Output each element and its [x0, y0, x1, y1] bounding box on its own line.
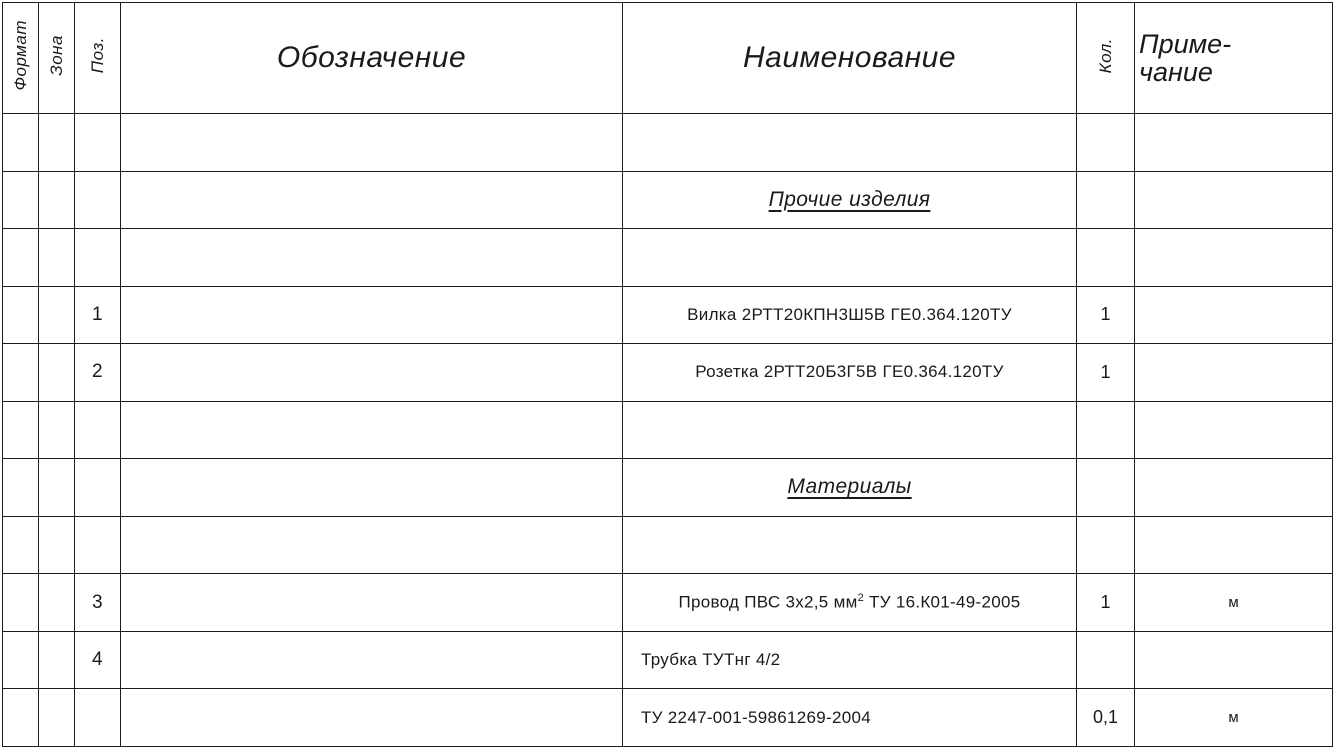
cell-name: Розетка 2РТТ20Б3Г5В ГЕ0.364.120ТУ — [623, 344, 1077, 402]
table-row — [3, 171, 1333, 229]
cell-name: ТУ 2247-001-59861269-2004 — [623, 689, 1077, 747]
cell-pos — [75, 459, 121, 517]
table-row — [3, 344, 1333, 402]
cell-note — [1135, 459, 1333, 517]
cell-zone — [39, 574, 75, 632]
cell-format — [3, 631, 39, 689]
cell-zone — [39, 344, 75, 402]
cell-name — [623, 459, 1077, 517]
header-designation-label: Обозначение — [276, 41, 467, 75]
cell-format — [3, 171, 39, 229]
cell-note — [1135, 516, 1333, 574]
cell-format — [3, 344, 39, 402]
cell-name-post: ТУ 16.К01-49-2005 — [863, 592, 1021, 612]
cell-qty — [1077, 401, 1135, 459]
cell-pos — [75, 114, 121, 172]
table-row — [3, 516, 1333, 574]
cell-pos: 1 — [75, 286, 121, 344]
cell-qty — [1077, 171, 1135, 229]
cell-zone — [39, 631, 75, 689]
cell-pos: 4 — [75, 631, 121, 689]
cell-qty: 1 — [1077, 344, 1135, 402]
cell-note — [1135, 229, 1333, 287]
cell-note — [1135, 286, 1333, 344]
cell-pos — [75, 516, 121, 574]
table-row — [3, 689, 1333, 747]
cell-qty — [1077, 459, 1135, 517]
cell-name — [623, 229, 1077, 287]
section-heading: Прочие изделия — [768, 187, 931, 211]
cell-name — [623, 114, 1077, 172]
cell-qty — [1077, 516, 1135, 574]
cell-zone — [39, 459, 75, 517]
specification-table — [2, 2, 1333, 747]
cell-designation — [121, 689, 623, 747]
header-note — [1135, 3, 1333, 114]
cell-name-superscript: 2 — [857, 592, 864, 605]
cell-name-pre: Провод ПВС 3х2,5 мм — [678, 592, 858, 612]
cell-designation — [121, 516, 623, 574]
cell-pos — [75, 229, 121, 287]
cell-pos — [75, 401, 121, 459]
table-header-row — [3, 3, 1333, 114]
cell-designation — [121, 574, 623, 632]
cell-zone — [39, 114, 75, 172]
cell-designation — [121, 286, 623, 344]
header-designation — [121, 3, 623, 114]
cell-pos: 2 — [75, 344, 121, 402]
table-row — [3, 574, 1333, 632]
header-qty — [1077, 3, 1135, 114]
cell-note: м — [1135, 689, 1333, 747]
cell-name — [623, 171, 1077, 229]
cell-note: м — [1135, 574, 1333, 632]
cell-zone — [39, 401, 75, 459]
cell-qty: 1 — [1077, 286, 1135, 344]
cell-name — [623, 574, 1077, 632]
header-qty-label: Кол. — [1096, 37, 1115, 74]
header-name — [623, 3, 1077, 114]
header-format-label: Формат — [11, 20, 30, 91]
cell-qty: 1 — [1077, 574, 1135, 632]
header-zone — [39, 3, 75, 114]
cell-format — [3, 401, 39, 459]
header-note-line1: Приме- — [1139, 28, 1232, 59]
cell-name: Трубка ТУТнг 4/2 — [623, 631, 1077, 689]
header-name-label: Наименование — [742, 41, 957, 75]
cell-qty — [1077, 229, 1135, 287]
cell-note — [1135, 344, 1333, 402]
cell-format — [3, 229, 39, 287]
cell-pos — [75, 171, 121, 229]
cell-zone — [39, 286, 75, 344]
header-pos-label: Поз. — [88, 37, 107, 74]
cell-designation — [121, 114, 623, 172]
section-heading: Материалы — [787, 475, 912, 499]
table-row — [3, 631, 1333, 689]
cell-qty — [1077, 114, 1135, 172]
cell-qty — [1077, 631, 1135, 689]
specification-sheet — [0, 2, 1334, 751]
cell-format — [3, 574, 39, 632]
cell-designation — [121, 631, 623, 689]
header-format — [3, 3, 39, 114]
cell-note — [1135, 631, 1333, 689]
cell-zone — [39, 516, 75, 574]
cell-format — [3, 459, 39, 517]
cell-pos: 3 — [75, 574, 121, 632]
cell-zone — [39, 171, 75, 229]
table-row — [3, 286, 1333, 344]
cell-designation — [121, 344, 623, 402]
table-row — [3, 401, 1333, 459]
cell-note — [1135, 114, 1333, 172]
table-row — [3, 114, 1333, 172]
cell-name: Вилка 2РТТ20КПН3Ш5В ГЕ0.364.120ТУ — [623, 286, 1077, 344]
cell-format — [3, 516, 39, 574]
cell-pos — [75, 689, 121, 747]
cell-designation — [121, 171, 623, 229]
cell-zone — [39, 229, 75, 287]
table-row — [3, 459, 1333, 517]
header-zone-label: Зона — [47, 35, 66, 76]
cell-zone — [39, 689, 75, 747]
cell-name — [623, 401, 1077, 459]
header-note-line2: чание — [1139, 57, 1213, 87]
cell-note — [1135, 401, 1333, 459]
cell-designation — [121, 229, 623, 287]
cell-name — [623, 516, 1077, 574]
cell-format — [3, 286, 39, 344]
cell-format — [3, 689, 39, 747]
table-body — [3, 114, 1333, 747]
table-row — [3, 229, 1333, 287]
header-pos — [75, 3, 121, 114]
cell-qty: 0,1 — [1077, 689, 1135, 747]
cell-note — [1135, 171, 1333, 229]
cell-designation — [121, 401, 623, 459]
cell-designation — [121, 459, 623, 517]
cell-format — [3, 114, 39, 172]
